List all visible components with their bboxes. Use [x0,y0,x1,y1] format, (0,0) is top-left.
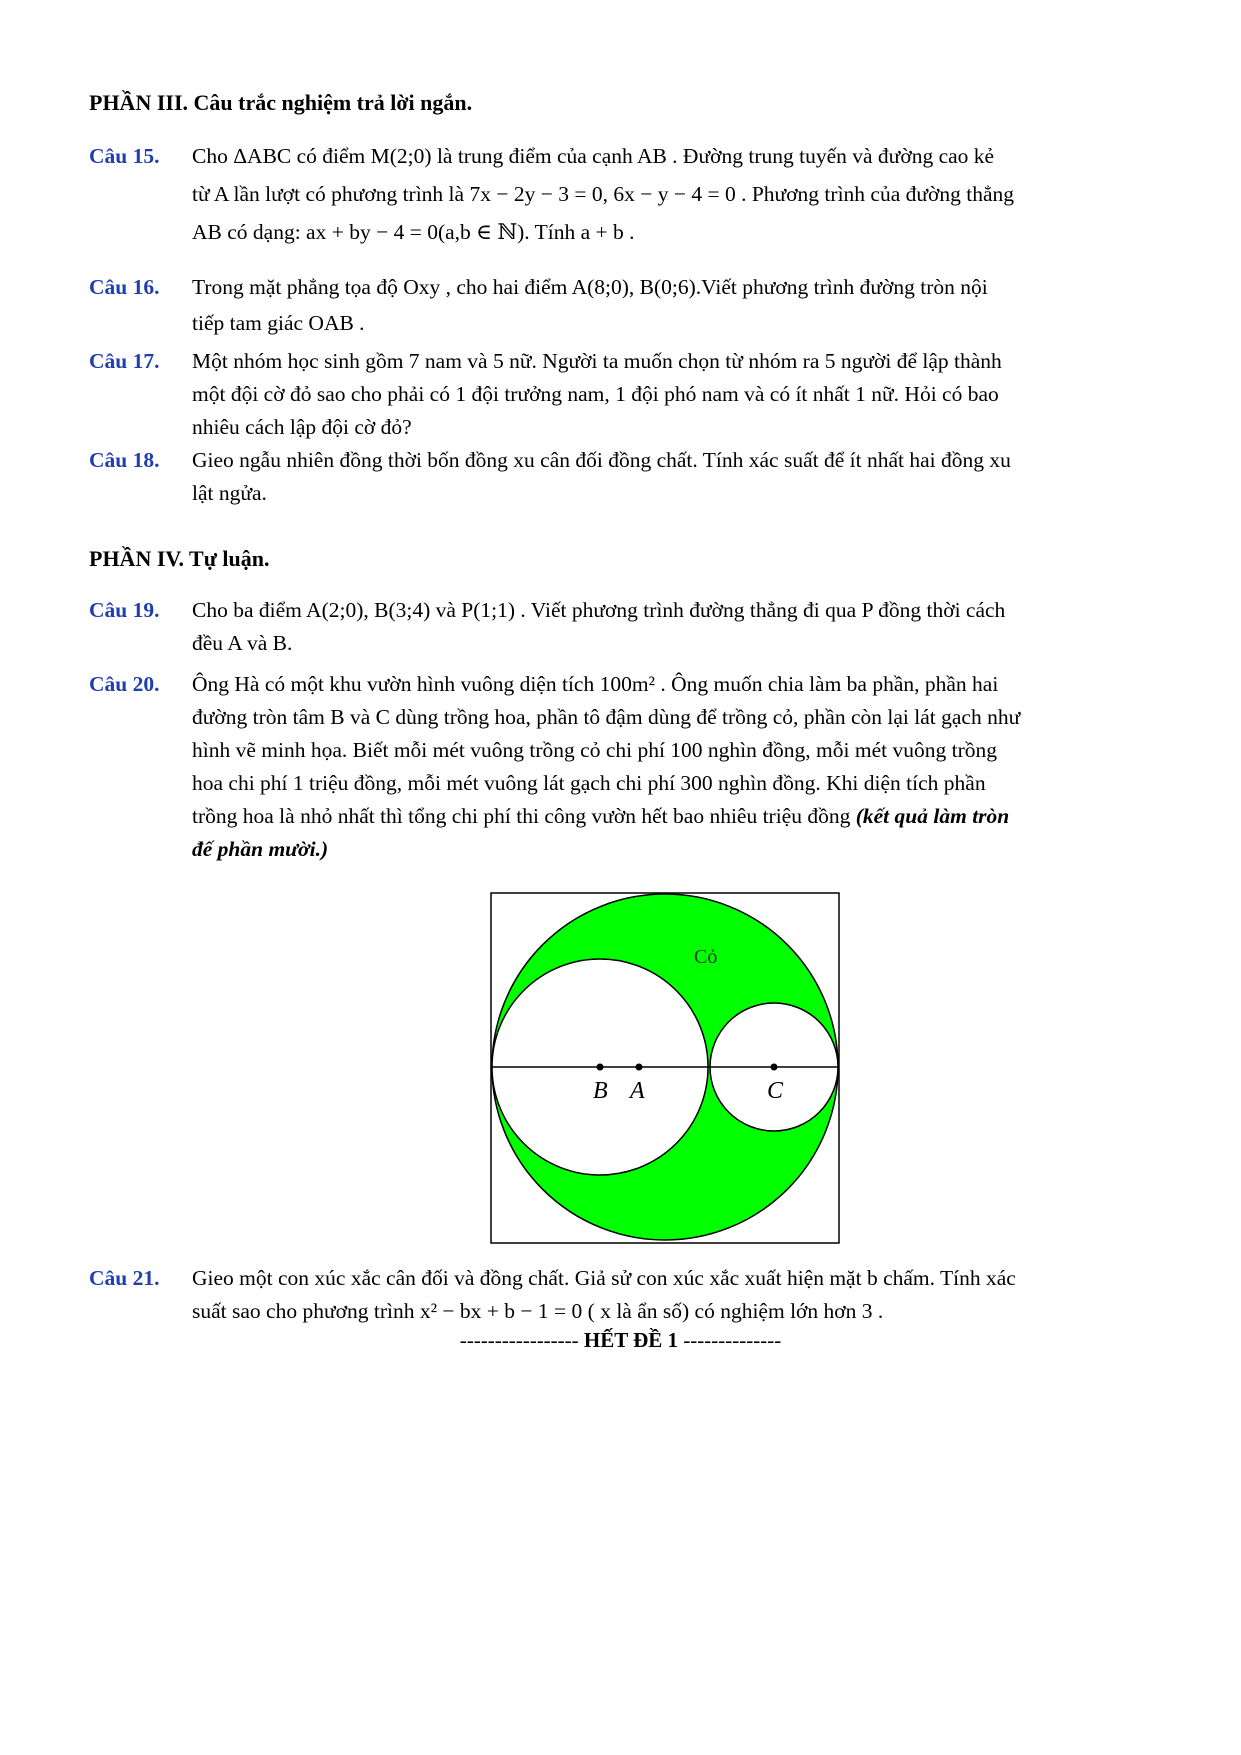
question-19 [89,594,1149,660]
question-text: Cho ba điểm A(2;0), B(3;4) và P(1;1) . Viết phương trình đường thẳng đi qua P đồng thời cách [192,598,1006,622]
question-note: đế phần mười.) [192,837,329,861]
garden-figure [490,892,840,1244]
question-text: lật ngửa. [192,481,267,505]
question-text: Cho ΔABC có điểm M(2;0) là trung điểm của cạnh AB . Đường trung tuyến và đường cao kẻ [192,144,995,168]
question-text: đường tròn tâm B và C dùng trồng hoa, phần tô đậm dùng để trồng cỏ, phần còn lại lát gạch như [192,705,1021,729]
question-text: Ông Hà có một khu vườn hình vuông diện tích 100m² . Ông muốn chia làm ba phần, phần hai [192,672,999,696]
question-text: Một nhóm học sinh gồm 7 nam và 5 nữ. Người ta muốn chọn từ nhóm ra 5 người để lập thành [192,349,1002,373]
end-marker [0,1328,1241,1353]
question-18 [89,444,1149,510]
question-text: trồng hoa là nhỏ nhất thì tổng chi phí thi công vườn hết bao nhiêu triệu đồng [192,804,856,828]
question-text: Trong mặt phẳng tọa độ Oxy , cho hai điểm A(8;0), B(0;6).Viết phương trình đường tròn nội [192,275,988,299]
question-text: Gieo một con xúc xắc cân đối và đồng chất. Giả sử con xúc xắc xuất hiện mặt b chấm. Tính xác [192,1266,1016,1290]
point-a [636,1064,643,1071]
question-text: tiếp tam giác OAB . [192,311,365,335]
question-text: hoa chi phí 1 triệu đồng, mỗi mét vuông lát gạch chi phí 300 nghìn đồng. Khi diện tích phần [192,771,986,795]
question-number: Câu 15. [89,144,160,168]
question-text: AB có dạng: ax + by − 4 = 0(a,b ∈ ℕ). Tính a + b . [192,220,635,244]
question-21 [89,1262,1149,1328]
question-text: suất sao cho phương trình x² − bx + b − 1 = 0 ( x là ẩn số) có nghiệm lớn hơn 3 . [192,1299,884,1323]
end-dashes-right: -------------- [678,1328,782,1352]
question-20 [89,668,1149,866]
question-number: Câu 16. [89,275,160,299]
question-number: Câu 17. [89,349,160,373]
label-a: A [630,1078,645,1104]
question-16 [89,271,1149,340]
question-number: Câu 20. [89,672,160,696]
question-text: nhiêu cách lập đội cờ đỏ? [192,415,412,439]
label-c: C [767,1078,784,1104]
question-15 [89,140,1149,249]
end-dashes-left: ----------------- [459,1328,584,1352]
question-number: Câu 21. [89,1266,160,1290]
label-b: B [593,1078,608,1104]
question-text: từ A lần lượt có phương trình là 7x − 2y − 3 = 0, 6x − y − 4 = 0 . Phương trình của đường thẳng [192,182,1015,206]
question-text: Gieo ngẫu nhiên đồng thời bốn đồng xu cân đối đồng chất. Tính xác suất để ít nhất hai đồng xu [192,448,1011,472]
question-text: một đội cờ đỏ sao cho phải có 1 đội trưởng nam, 1 đội phó nam và có ít nhất 1 nữ. Hỏi có bao [192,382,999,406]
question-17 [89,345,1149,444]
question-note: (kết quả làm tròn [855,804,1010,828]
question-text: hình vẽ minh họa. Biết mỗi mét vuông trồng cỏ chi phí 100 nghìn đồng, mỗi mét vuông trồng [192,738,997,762]
label-grass: Cỏ [694,946,718,968]
section-3-heading: PHẦN III. Câu trắc nghiệm trả lời ngắn. [89,90,473,115]
point-c [771,1064,778,1071]
question-number: Câu 19. [89,598,160,622]
section-4-heading: PHẦN IV. Tự luận. [89,546,270,571]
end-title: HẾT ĐỀ 1 [583,1328,679,1352]
question-text: đều A và B. [192,631,293,655]
question-number: Câu 18. [89,448,160,472]
point-b [597,1064,604,1071]
